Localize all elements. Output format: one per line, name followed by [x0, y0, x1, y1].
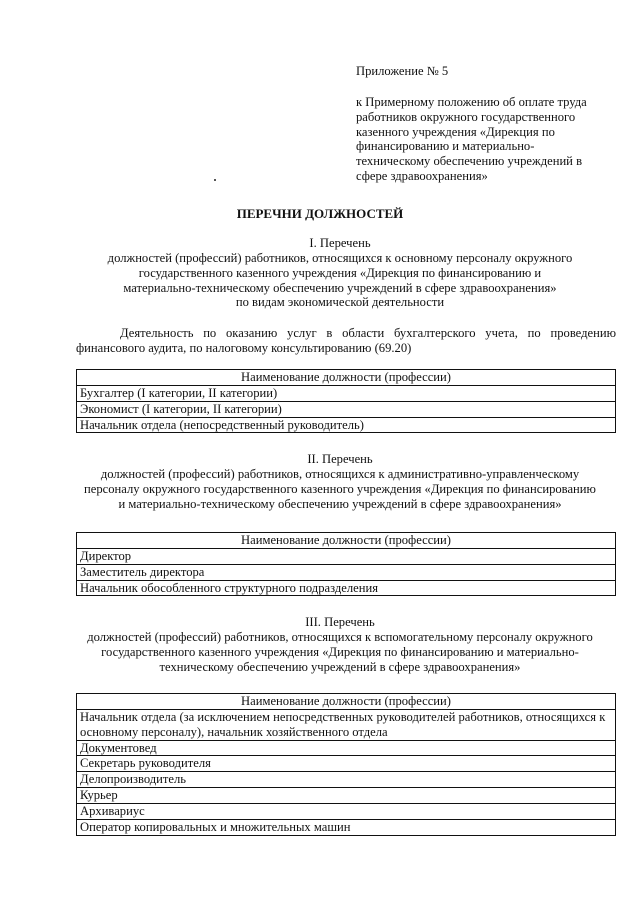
- section-line: государственного казенного учреждения «Дирекция по финансированию и: [138, 265, 542, 280]
- section-3-table: [76, 693, 616, 836]
- section-2-heading: [60, 452, 620, 511]
- appendix-header: [356, 64, 616, 184]
- table-row: Архивариус: [77, 804, 616, 820]
- section-line: техническому обеспечению учреждений в сфере здравоохранения»: [159, 659, 521, 674]
- section-title: II. Перечень: [307, 452, 373, 466]
- table-header: Наименование должности (профессии): [77, 370, 616, 386]
- appendix-line: работников окружного государственного: [356, 109, 576, 124]
- table-row: Документовед: [77, 740, 616, 756]
- section-3-heading: [60, 615, 620, 674]
- table-header: Наименование должности (профессии): [77, 694, 616, 710]
- section-2-table: [76, 532, 616, 596]
- section-line: по видам экономической деятельности: [235, 295, 445, 310]
- section-1-table: [76, 369, 616, 433]
- appendix-line: к Примерному положению об оплате труда: [356, 94, 587, 109]
- appendix-line: финансированию и материально-: [356, 139, 535, 154]
- table-row: Заместитель директора: [77, 564, 616, 580]
- table-header: Наименование должности (профессии): [77, 533, 616, 549]
- appendix-line: сфере здравоохранения»: [356, 169, 488, 184]
- section-line: и материально-техническому обеспечению учреждений в сфере здравоохранения»: [118, 496, 562, 511]
- table-row: Начальник отдела (за исключением непосредственных руководителей работников, относящихся к основному персоналу), начальник хозяйственного отдела: [77, 709, 616, 740]
- section-line: должностей (профессий) работников, относящихся к административно-управленческому: [100, 466, 580, 481]
- table-row: Оператор копировальных и множительных машин: [77, 819, 616, 835]
- appendix-line: техническому обеспечению учреждений в: [356, 154, 583, 169]
- section-line: должностей (профессий) работников, относящихся к вспомогательному персоналу окружного: [87, 629, 593, 644]
- appendix-reference: [356, 95, 616, 184]
- table-row: Экономист (I категории, II категории): [77, 401, 616, 417]
- appendix-number: Приложение № 5: [356, 64, 449, 78]
- table-row: Делопроизводитель: [77, 772, 616, 788]
- table-row: Секретарь руководителя: [77, 756, 616, 772]
- section-line: материально-техническому обеспечению учреждений в сфере здравоохранения»: [123, 280, 557, 295]
- section-title: III. Перечень: [305, 615, 375, 629]
- section-line: государственного казенного учреждения «Дирекция по финансированию и материально-: [101, 644, 579, 659]
- section-line: персоналу окружного государственного казенного учреждения «Дирекция по финансированию: [84, 481, 596, 496]
- activity-line: Деятельность по оказанию услуг в области бухгалтерского учета, по проведению: [120, 326, 616, 340]
- activity-description: [76, 326, 616, 356]
- table-row: Бухгалтер (I категории, II категории): [77, 385, 616, 401]
- page-title: ПЕРЕЧНИ ДОЛЖНОСТЕЙ: [236, 206, 404, 221]
- activity-line: финансового аудита, по налоговому консультированию (69.20): [76, 340, 412, 355]
- appendix-line: казенного учреждения «Дирекция по: [356, 124, 555, 139]
- table-row: Начальник отдела (непосредственный руководитель): [77, 417, 616, 433]
- table-row: Начальник обособленного структурного подразделения: [77, 580, 616, 596]
- section-1-heading: [60, 236, 620, 310]
- scan-speck: [214, 179, 216, 181]
- section-title: I. Перечень: [309, 236, 371, 250]
- table-row: Директор: [77, 548, 616, 564]
- section-line: должностей (профессий) работников, относящихся к основному персоналу окружного: [107, 250, 573, 265]
- table-row: Курьер: [77, 788, 616, 804]
